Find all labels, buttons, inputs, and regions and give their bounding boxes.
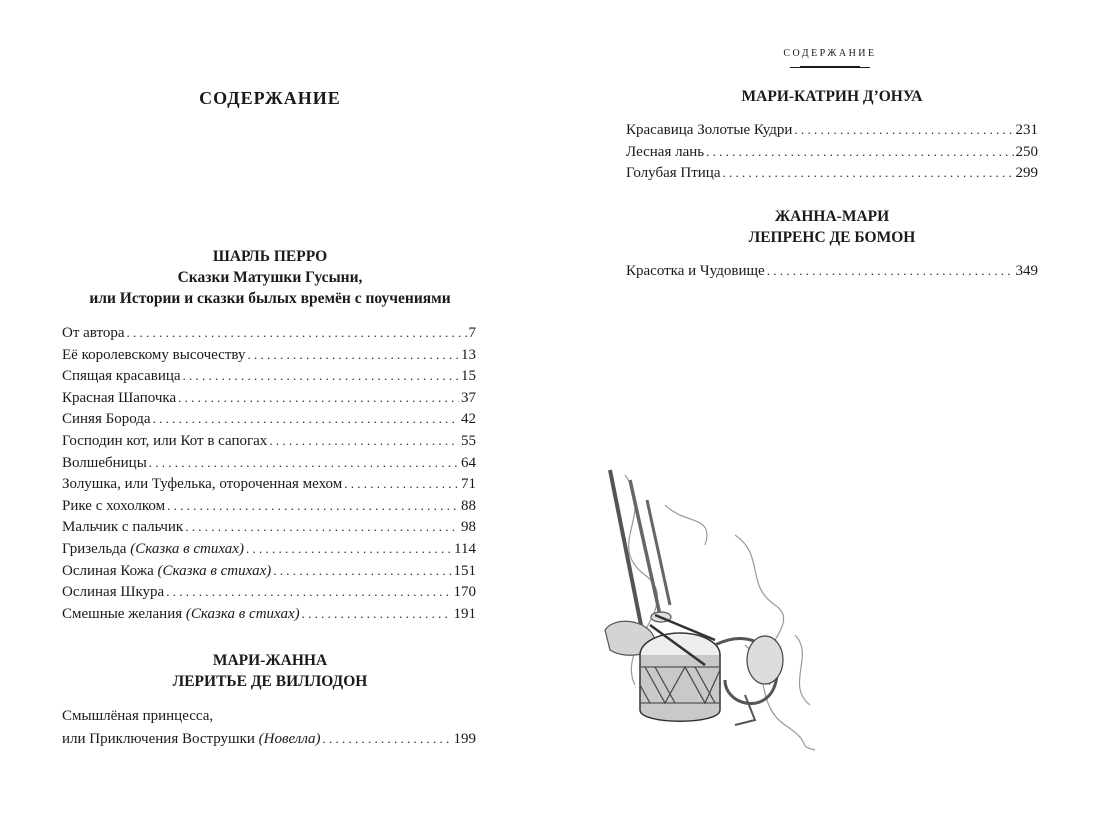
toc-page-number: 151	[453, 562, 476, 579]
leader-dots	[323, 728, 452, 750]
toc-entry[interactable]	[62, 408, 476, 430]
toc-list-daulnoy	[626, 119, 1038, 184]
toc-entry-title: или Приключения Вострушки (Новелла)	[62, 730, 321, 747]
toc-entry-note: (Сказка в стихах)	[157, 562, 272, 579]
leader-dots	[269, 430, 459, 452]
toc-page-number: 88	[461, 497, 476, 514]
toc-entry-title: Голубая Птица	[626, 165, 721, 182]
toc-entry-title: Спящая красавица	[62, 368, 181, 385]
toc-entry[interactable]	[62, 452, 476, 474]
toc-entry-note: (Сказка в стихах)	[130, 540, 244, 557]
toc-page-number: 250	[1015, 143, 1038, 160]
toc-page-number: 42	[461, 411, 476, 428]
toc-entry[interactable]	[626, 260, 1038, 282]
toc-entry-title: От автора	[62, 325, 125, 341]
toc-entry[interactable]	[62, 538, 476, 560]
toc-page-number: 55	[461, 432, 476, 449]
toc-entry-title: Господин кот, или Кот в сапогах	[62, 432, 268, 449]
leader-dots	[767, 260, 1014, 282]
toc-entry[interactable]	[62, 430, 476, 452]
toc-entry[interactable]	[62, 581, 476, 603]
toc-entry-note: (Сказка в стихах)	[185, 605, 300, 622]
leader-dots	[166, 581, 451, 603]
leader-dots	[153, 408, 459, 430]
section-heading-beaumont	[626, 206, 1038, 248]
toc-entry-title: Красотка и Чудовище	[626, 263, 765, 279]
toc-entry[interactable]	[62, 344, 476, 366]
running-head-rule	[800, 66, 860, 68]
toc-entry[interactable]	[62, 603, 476, 625]
leader-dots	[247, 344, 459, 366]
toc-entry[interactable]	[62, 473, 476, 495]
leader-dots	[344, 473, 459, 495]
leader-dots	[794, 119, 1013, 141]
toc-entry-title: Мальчик с пальчик	[62, 519, 184, 536]
toc-entry-title: Ослиная Кожа (Сказка в стихах)	[62, 562, 272, 579]
leader-dots	[302, 603, 452, 625]
toc-entry-title: Гризельда (Сказка в стихах)	[62, 540, 244, 557]
section-heading-villodon	[0, 650, 540, 692]
toc-entry-title: Красавица Золотые Кудри	[626, 122, 793, 138]
toc-list-beaumont	[626, 260, 1038, 282]
section-heading-perrault	[0, 246, 540, 309]
leader-dots	[183, 365, 459, 387]
toc-entry-title: Синяя Борода	[62, 411, 151, 428]
toc-page-number: 13	[461, 346, 476, 363]
leader-dots	[178, 387, 459, 409]
leader-dots	[185, 516, 459, 538]
author-name: МАРИ-КАТРИН Д’ОНУА	[741, 88, 923, 105]
running-head-rule	[856, 67, 870, 68]
collection-title-line1: Сказки Матушки Гусыни,	[177, 269, 363, 286]
toc-list-villodon	[62, 706, 476, 749]
author-name: ШАРЛЬ ПЕРРО	[212, 248, 328, 265]
toc-page-number: 71	[461, 476, 476, 493]
toc-entry[interactable]	[62, 387, 476, 409]
toc-page-number: 170	[453, 584, 476, 601]
toc-list-perrault	[62, 322, 476, 624]
toc-entry-title: Её королевскому высочеству	[62, 346, 246, 363]
author-name-line1: МАРИ-ЖАННА	[212, 652, 328, 669]
right-page	[550, 0, 1100, 825]
toc-page-number: 191	[453, 605, 476, 622]
author-name-line1: ЖАННА-МАРИ	[774, 208, 890, 225]
toc-entry-title: Волшебницы	[62, 454, 147, 471]
toc-page-number: 15	[461, 368, 476, 385]
toc-entry[interactable]	[62, 322, 476, 344]
section-heading-daulnoy	[626, 86, 1038, 107]
toc-entry-line: Смышлёная принцесса,	[62, 708, 214, 724]
toc-page-number: 231	[1015, 122, 1038, 138]
musical-instruments-illustration-icon	[595, 455, 825, 755]
collection-title-line2: или Истории и сказки былых времён с поучениями	[89, 290, 451, 307]
author-name-line2: ЛЕПРЕНС ДЕ БОМОН	[748, 229, 916, 246]
toc-page-number: 299	[1015, 165, 1038, 182]
toc-entry[interactable]	[62, 560, 476, 582]
toc-entry[interactable]	[62, 495, 476, 517]
toc-entry-title: Смешные желания (Сказка в стихах)	[62, 605, 300, 622]
toc-page-number: 199	[453, 730, 476, 747]
toc-page-number: 7	[468, 325, 476, 341]
toc-entry-title: Красная Шапочка	[62, 389, 177, 406]
leader-dots	[706, 141, 1013, 163]
toc-entry-title: Золушка, или Туфелька, отороченная мехом	[62, 476, 343, 493]
leader-dots	[722, 162, 1013, 184]
toc-entry[interactable]	[626, 141, 1038, 163]
toc-page-number: 349	[1015, 263, 1038, 279]
leader-dots	[167, 495, 459, 517]
leader-dots	[149, 452, 459, 474]
toc-page-number: 64	[461, 454, 476, 471]
toc-entry[interactable]	[626, 119, 1038, 141]
toc-entry[interactable]	[62, 365, 476, 387]
toc-entry[interactable]	[62, 516, 476, 538]
toc-entry-title: Рике с хохолком	[62, 497, 166, 514]
toc-page-number: 37	[461, 389, 476, 406]
toc-page-number: 114	[454, 540, 476, 557]
toc-page-number: 98	[461, 519, 476, 536]
running-head: СОДЕРЖАНИЕ	[783, 48, 877, 59]
toc-entry[interactable]	[62, 728, 476, 750]
leader-dots	[127, 322, 467, 344]
leader-dots	[246, 538, 452, 560]
toc-entry[interactable]	[626, 162, 1038, 184]
page-title: СОДЕРЖАНИЕ	[199, 88, 341, 108]
toc-entry-title: Лесная лань	[626, 143, 705, 160]
toc-entry-title: Ослиная Шкура	[62, 584, 165, 601]
leader-dots	[273, 560, 451, 582]
author-name-line2: ЛЕРИТЬЕ ДЕ ВИЛЛОДОН	[172, 673, 368, 690]
